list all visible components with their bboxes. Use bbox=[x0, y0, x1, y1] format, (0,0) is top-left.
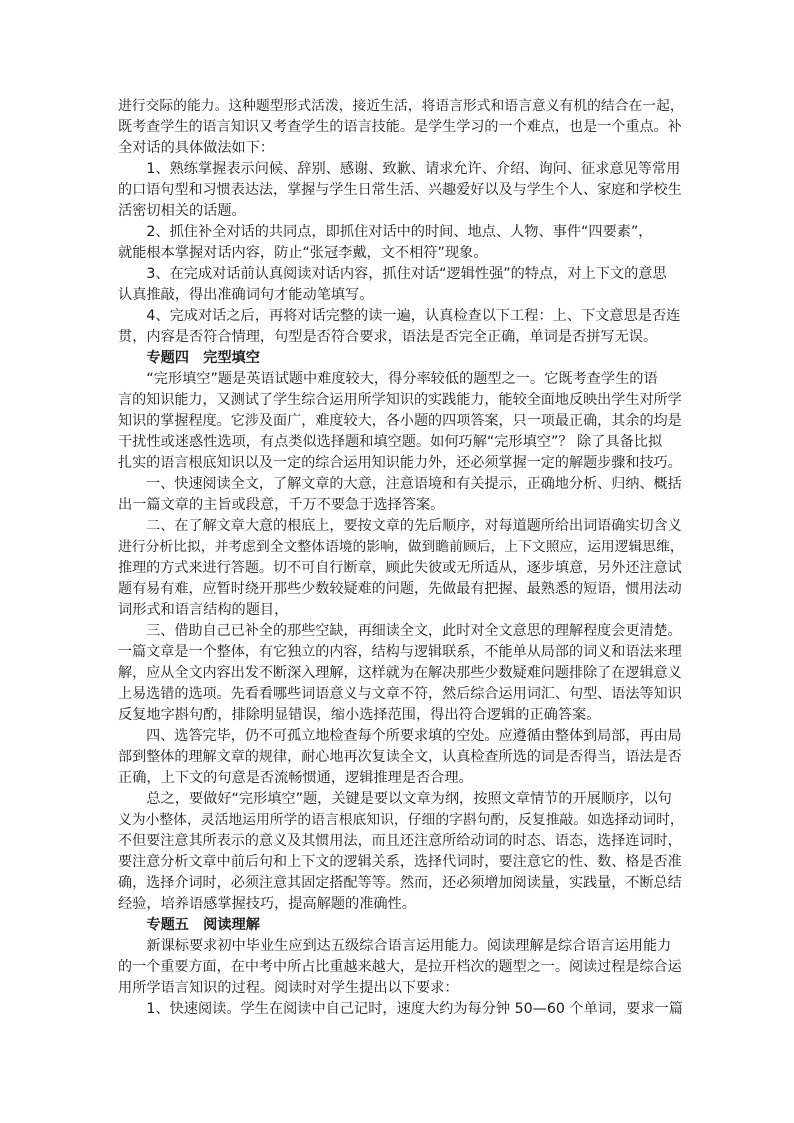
text-line: 解，应从全文内容出发不断深入理解，这样就为在解决那些少数疑难问题排除了在逻辑意义 bbox=[118, 665, 682, 681]
text-line: 全对话的具体做法如下： bbox=[118, 140, 275, 156]
text-line: 总之，要做好“完形填空”题，关键是要以文章为纲，按照文章情节的开展顺序，以句 bbox=[118, 791, 672, 807]
text-line: 出一篇文章的主旨或段意，千万不要急于选择答案。 bbox=[118, 497, 445, 513]
text-line: 2、抓住补全对话的共同点，即抓住对话中的时间、地点、人物、事件“四要素”， bbox=[118, 224, 653, 240]
text-line: 3、在完成对话前认真阅读对话内容，抓住对话“逻辑性强”的特点，对上下文的意思 bbox=[118, 266, 667, 282]
section-heading: 专题四 完型填空 bbox=[118, 350, 260, 366]
text-line: 知识的掌握程度。它涉及面广，难度较大，各小题的四项答案，只一项最正确，其余的均是 bbox=[118, 413, 682, 429]
text-line: 1、快速阅读。学生在阅读中自己记时，速度大约为每分钟 50—60 个单词，要求一篇 bbox=[118, 1001, 683, 1017]
text-line: 词形式和语言结构的题目， bbox=[118, 602, 289, 618]
text-line: 一篇文章是一个整体，有它独立的内容，结构与逻辑联系，不能单从局部的词义和语法来理 bbox=[118, 644, 682, 660]
text-line: 二、在了解文章大意的根底上，要按文章的先后顺序，对每道题所给出词语确实切含义 bbox=[118, 518, 682, 534]
text-line: 不但要注意其所表示的意义及其惯用法，而且还注意所给动词的时态、语态，选择连词时， bbox=[118, 833, 682, 849]
text-line: 认真推敲，得出准确词句才能动笔填写。 bbox=[118, 287, 374, 303]
text-line: 的口语句型和习惯表达法，掌握与学生日常生活、兴趣爱好以及与学生个人、家庭和学校生 bbox=[118, 182, 682, 198]
text-line: 干扰性或迷惑性选项，有点类似选择题和填空题。如何巧解“完形填空”？ 除了具备比拟 bbox=[118, 434, 663, 450]
text-line: 的一个重要方面，在中考中所占比重越来越大，是拉开档次的题型之一。阅读过程是综合运 bbox=[118, 959, 682, 975]
text-line: 三、借助自己已补全的那些空缺，再细读全文，此时对全文意思的理解程度会更清楚。 bbox=[118, 623, 682, 639]
text-line: 进行分析比拟，并考虑到全文整体语境的影响，做到瞻前顾后，上下文照应，运用逻辑思维， bbox=[118, 539, 684, 555]
text-line: “完形填空”题是英语试题中难度较大，得分率较低的题型之一。它既考查学生的语 bbox=[118, 371, 658, 387]
text-line: 新课标要求初中毕业生应到达五级综合语言运用能力。阅读理解是综合语言运用能力 bbox=[118, 938, 672, 954]
text-line: 义为小整体，灵活地运用所学的语言根底知识，仔细的字斟句酌，反复推敲。如选择动词时， bbox=[118, 812, 684, 828]
text-line: 四、选答完毕，仍不可孤立地检查每个所要求填的空处。应遵循由整体到局部，再由局 bbox=[118, 728, 682, 744]
text-line: 贯，内容是否符合情理，句型是否符合要求，语法是否完全正确，单词是否拼写无误。 bbox=[118, 329, 658, 345]
text-line: 经验，培养语感掌握技巧，提高解题的准确性。 bbox=[118, 896, 416, 912]
text-line: 活密切相关的话题。 bbox=[118, 203, 246, 219]
text-line: 上易选错的选项。先看看哪些词语意义与文章不符，然后综合运用词汇、句型、语法等知识 bbox=[118, 686, 682, 702]
text-line: 1、熟练掌握表示问候、辞别、感谢、致歉、请求允许、介绍、询问、征求意见等常用 bbox=[118, 161, 681, 177]
text-line: 反复地字斟句酌，排除明显错误，缩小选择范围，得出符合逻辑的正确答案。 bbox=[118, 707, 601, 723]
text-line: 部到整体的理解文章的规律，耐心地再次复读全文，认真检查所选的词是否得当，语法是否 bbox=[118, 749, 682, 765]
text-line: 既考查学生的语言知识又考查学生的语言技能。是学生学习的一个难点，也是一个重点。补 bbox=[118, 119, 682, 135]
text-line: 题有易有难，应暂时绕开那些少数较疑难的问题，先做最有把握、最熟悉的短语，惯用法动 bbox=[118, 581, 682, 597]
text-line: 4、完成对话之后，再将对话完整的读一遍，认真检查以下工程：上、下文意思是否连 bbox=[118, 308, 681, 324]
text-line: 扎实的语言根底知识以及一定的综合运用知识能力外，还必须掌握一定的解题步骤和技巧。 bbox=[118, 455, 682, 471]
text-line: 推理的方式来进行答题。切不可自行断章，顾此失彼或无所适从，逐步填意，另外还注意试 bbox=[118, 560, 682, 576]
text-line: 进行交际的能力。这种题型形式活泼，接近生活，将语言形式和语言意义有机的结合在一起， bbox=[118, 98, 684, 114]
text-line: 确，选择介词时，必须注意其固定搭配等等。然而，还必须增加阅读量，实践量，不断总结 bbox=[118, 875, 682, 891]
text-line: 言的知识能力，又测试了学生综合运用所学知识的实践能力，能较全面地反映出学生对所学 bbox=[118, 392, 682, 408]
section-heading: 专题五 阅读理解 bbox=[118, 917, 260, 933]
text-line: 用所学语言知识的过程。阅读时对学生提出以下要求： bbox=[118, 980, 459, 996]
text-line: 要注意分析文章中前后句和上下文的逻辑关系，选择代词时，要注意它的性、数、格是否准 bbox=[118, 854, 682, 870]
text-line: 正确，上下文的句意是否流畅惯通，逻辑推理是否合理。 bbox=[118, 770, 473, 786]
text-line: 一、快速阅读全文，了解文章的大意，注意语境和有关提示，正确地分析、归纳、概括 bbox=[118, 476, 682, 492]
text-line: 就能根本掌握对话内容，防止“张冠李戴，文不相符”现象。 bbox=[118, 245, 488, 261]
